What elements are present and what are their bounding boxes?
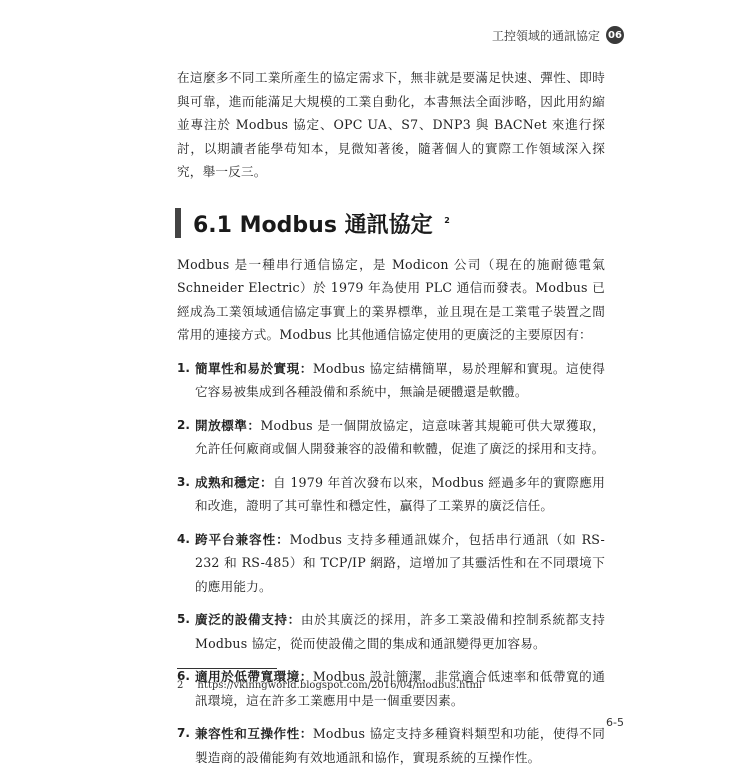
chapter-title: 工控領域的通訊協定 — [491, 28, 600, 43]
section-number: 6.1 — [193, 212, 232, 238]
feature-list — [177, 357, 605, 770]
item-text: Modbus 設計簡潔，非常適合低速率和低帶寬的通訊環境，這在許多工業應用中是一個重要因素。 — [195, 669, 605, 708]
footnote-number: 2 — [177, 680, 184, 691]
list-item — [177, 471, 605, 518]
item-text: Modbus 是一個開放協定，這意味著其規範可供大眾獲取，允許任何廠商或個人開發兼容的設備和軟體，促進了廣泛的採用和支持。 — [195, 417, 605, 456]
section-bar-decoration — [175, 208, 181, 238]
list-item — [177, 414, 605, 461]
item-number: 4. — [177, 531, 190, 546]
footnote-reference[interactable]: 2 — [444, 216, 450, 226]
chapter-number-badge: 06 — [606, 26, 624, 44]
section-title-text: Modbus 通訊協定 — [239, 212, 433, 238]
section-heading — [177, 208, 605, 239]
list-item — [177, 722, 605, 769]
item-term: 開放標準： — [195, 417, 261, 433]
item-number: 3. — [177, 474, 190, 489]
footnote-divider — [177, 668, 277, 669]
item-text: Modbus 支持多種通訊媒介，包括串行通訊（如 RS-232 和 RS-485）和 TCP/IP 網路，這增加了其靈活性和在不同環境下的應用能力。 — [195, 531, 606, 594]
lead-paragraph: Modbus 是一種串行通信協定，是 Modicon 公司（現在的施耐德電氣 Schneider Electric）於 1979 年為使用 PLC 通信而發表。Modbus 已經成為工業領域通信協定事實上的業界標準，並且現在是工業電子裝置之間常用的連接方式。Modbus 比其他通信協定使用的更廣泛的主要原因有： — [177, 256, 605, 342]
item-term: 兼容性和互操作性： — [195, 726, 313, 741]
item-term: 簡單性和易於實現： — [195, 360, 313, 376]
section-title — [193, 208, 450, 239]
running-header — [492, 26, 624, 44]
item-term: 跨平台兼容性： — [195, 531, 290, 547]
item-number: 1. — [177, 360, 190, 375]
footnote-url-link[interactable]: https://vkinngworld.blogspot.com/2016/04/modbus.html — [197, 680, 483, 691]
item-number: 2. — [177, 417, 190, 432]
item-term: 適用於低帶寬環境： — [195, 669, 313, 684]
item-text: 自 1979 年首次發布以來，Modbus 經過多年的實際應用和改進，證明了其可靠性和穩定性，贏得了工業界的廣泛信任。 — [195, 474, 606, 513]
item-term: 廣泛的設備支持： — [195, 612, 301, 627]
page-number: 6-5 — [606, 716, 624, 729]
item-text: Modbus 協定結構簡單，易於理解和實現。這使得它容易被集成到各種設備和系統中，無論是硬體還是軟體。 — [195, 360, 605, 399]
item-text: Modbus 協定支持多種資料類型和功能，使得不同製造商的設備能夠有效地通訊和協作，實現系統的互操作性。 — [195, 726, 605, 765]
item-term: 成熟和穩定： — [195, 474, 273, 490]
item-number: 6. — [177, 669, 190, 683]
list-item — [177, 608, 605, 655]
footnote — [177, 680, 482, 691]
item-text: 由於其廣泛的採用，許多工業設備和控制系統都支持 Modbus 協定，從而使設備之間的集成和通訊變得更加容易。 — [195, 612, 605, 651]
list-item — [177, 528, 605, 599]
item-number: 7. — [177, 726, 190, 740]
item-number: 5. — [177, 612, 190, 626]
list-item — [177, 357, 605, 404]
page-body — [177, 66, 605, 779]
intro-paragraph: 在這麼多不同工業所產生的協定需求下，無非就是要滿足快速、彈性、即時與可靠，進而能滿足大規模的工業自動化，本書無法全面涉略，因此用約縮並專注於 Modbus 協定、OPC UA、S7、DNP3 與 BACNet 來進行探討，以期讀者能學苟知本，見微知著後，隨著個人的實際工作領域深入探究，舉一反三。 — [177, 70, 605, 179]
